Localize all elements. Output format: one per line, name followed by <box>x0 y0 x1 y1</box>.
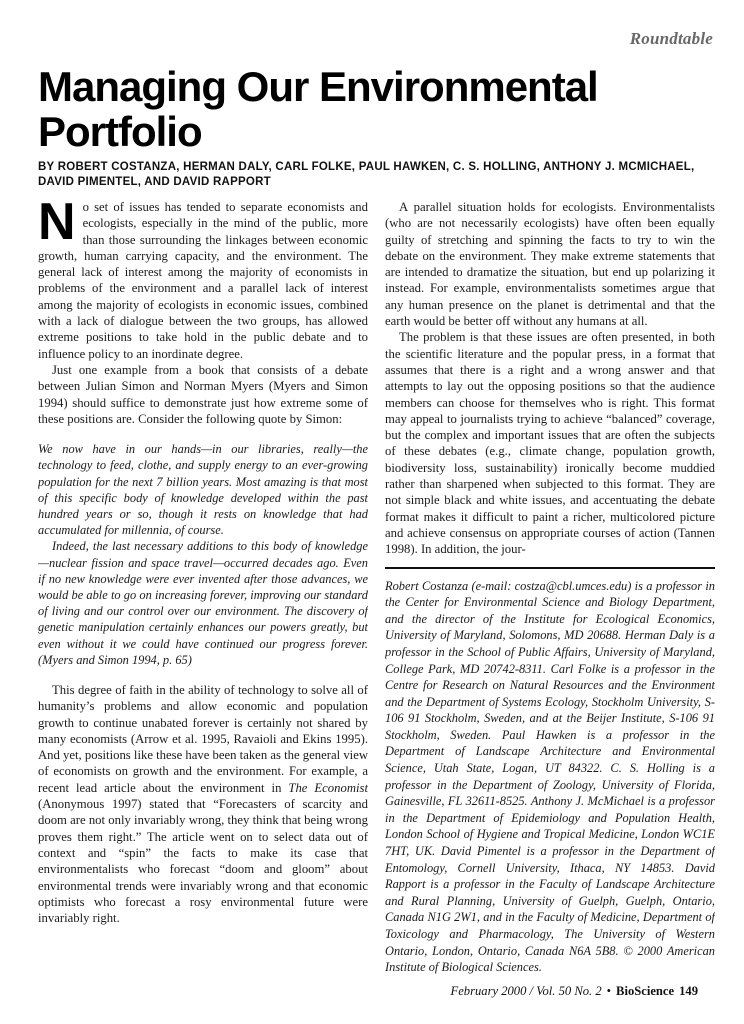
body-paragraph <box>38 682 368 926</box>
opening-paragraph <box>38 199 368 362</box>
article-title <box>38 64 718 154</box>
drop-cap: N <box>38 199 76 251</box>
page-footer <box>451 984 699 999</box>
right-column <box>385 199 715 1005</box>
section-kicker: Roundtable <box>629 29 713 48</box>
author-byline: BY ROBERT COSTANZA, HERMAN DALY, CARL FOLKE, PAUL HAWKEN, C. S. HOLLING, ANTHONY J. MCMICHAEL, DAVID PIMENTEL, AND DAVID RAPPORT <box>38 161 695 188</box>
body-paragraph: A parallel situation holds for ecologists. Environmentalists (who are not necessarily ecologists) have often been equally guilty of stretching and spinning the facts to try to win the debate on the environment. They make extreme statements that are intended to dramatize the situation, but end up polarizing it instead. For example, environmentalists sometimes argue that any human presence on the planet is detrimental and that the earth would be better off without any humans at all. <box>385 200 715 329</box>
author-bio-divider <box>385 567 715 569</box>
journal-name: BioScience <box>616 984 675 998</box>
left-column <box>38 199 368 1005</box>
publication-name-italic: The Economist <box>288 780 368 795</box>
block-quote <box>38 441 368 668</box>
opening-paragraph-text: o set of issues has tended to separate economists and ecologists, especially in the mind of the public, more than those surrounding the linkages between economic growth, human carrying capacity, and the environment. The general lack of interest among the majority of economists in problems of the environment and a parallel lack of interest among the majority of ecologists in economic issues, combined with a lack of dialogue between the two groups, has allowed extreme positions to take hold in the public debate and to influence policy to an inordinate degree. <box>38 200 368 361</box>
issue-info: February 2000 / Vol. 50 No. 2 <box>450 984 602 998</box>
author-bio: Robert Costanza (e-mail: costza@cbl.umces.edu) is a professor in the Center for Environmental Science and Biology Department, and the director of the Institute for Ecological Economics, University of Maryland, Solomons, MD 20688. Herman Daly is a professor in the School of Public Affairs, University of Maryland, College Park, MD 20742-8311. Carl Folke is a professor in the Centre for Research on Natural Resources and the Environment and the Department of Systems Ecology, Stockholm University, S-106 91 Stockholm, Sweden, and at the Beijer Institute, S-106 91 Stockholm, Sweden. Paul Hawken is a professor in the Department of Landscape Architecture and Environmental Science, Utah State, Logan, UT 84322. C. S. Holling is a professor in the Department of Zoology, University of Florida, Gainesville, FL 32611-8525. Anthony J. McMichael is a professor in the Department of Epidemiology and Population Health, London School of Hygiene and Tropical Medicine, London WC1E 7HT, UK. David Pimentel is a professor in the Department of Entomology, Cornell University, Ithaca, NY 14853. David Rapport is a professor in the Faculty of Landscape Architecture and Rural Planning, University of Guelph, Guelph, Ontario, Canada N1G 2W1, and in the Faculty of Medicine, Department of Toxicology and Pharmacology, The University of Western Ontario, London, Ontario, Canada N6A 5B8. © 2000 American Institute of Biological Sciences. <box>385 578 715 975</box>
article-title-line2: Portfolio <box>38 108 202 155</box>
quote-paragraph-1: We now have in our hands—in our libraries, really—the technology to feed, clothe, and supply energy to an ever-growing population for the next 7 billion years. Most amazing is that most of this specific body of knowledge developed within the past hundred years or so, though it rests on knowledge that had accumulated for millennia, of course. <box>38 442 368 538</box>
body-paragraph-text: This degree of faith in the ability of technology to solve all of humanity’s problems and allow economic and population growth to continue unabated forever is certainly not shared by many economists (Arrow et al. 1995, Ravaioli and Ekins 1995). And yet, positions like these have been taken as the general view of economists on growth and the environment. For example, a recent lead article about the environment in <box>38 683 368 795</box>
page-number: 149 <box>679 984 698 998</box>
two-column-body <box>38 199 716 1005</box>
quote-paragraph-2: Indeed, the last necessary additions to this body of knowledge—nuclear fission and space travel—occurred decades ago. Even if no new knowledge were ever invented after those advances, we would be able to go on increasing forever, improving our standard of living and our control over our environment. The discovery of genetic manipulation certainly enhances our powers greatly, but even without it we could have continued our progress forever. (Myers and Simon 1994, p. 65) <box>38 539 368 667</box>
article-title-line1: Managing Our Environmental <box>38 63 598 110</box>
body-paragraph-text: (Anonymous 1997) stated that “Forecasters of scarcity and doom are not only invariably wrong, they think that being wrong proves them right.” The article went on to select data out of context and “spin” the facts to make its case that environmentalists who forecast “doom and gloom” about environmental trends were invariably wrong and that economic optimists who forecast a rosy environmental future were invariably right. <box>38 797 368 926</box>
body-paragraph: The problem is that these issues are often presented, in both the scientific literature and the popular press, in a format that assumes that there is a right and a wrong answer and that attempts to lay out the opposing positions so that the audience members can choose for themselves who is right. This format may appeal to journalists trying to achieve “balanced” coverage, but the complex and important issues that are often the subjects of these debates (e.g., climate change, population growth, biodiversity loss, sustainability) ironically become muddied rather than sharpened when subjected to this format. They are not simple black and white issues, and accentuating the debate format makes it difficult to paint a richer, multicolored picture and achieve consensus on appropriate courses of action (Tannen 1998). In addition, the jour- <box>385 330 715 557</box>
footer-bullet: • <box>606 984 612 998</box>
body-paragraph: Just one example from a book that consists of a debate between Julian Simon and Norman Myers (Myers and Simon 1994) should suffice to demonstrate just how extreme some of these positions are. Consider the following quote by Simon: <box>38 362 368 426</box>
